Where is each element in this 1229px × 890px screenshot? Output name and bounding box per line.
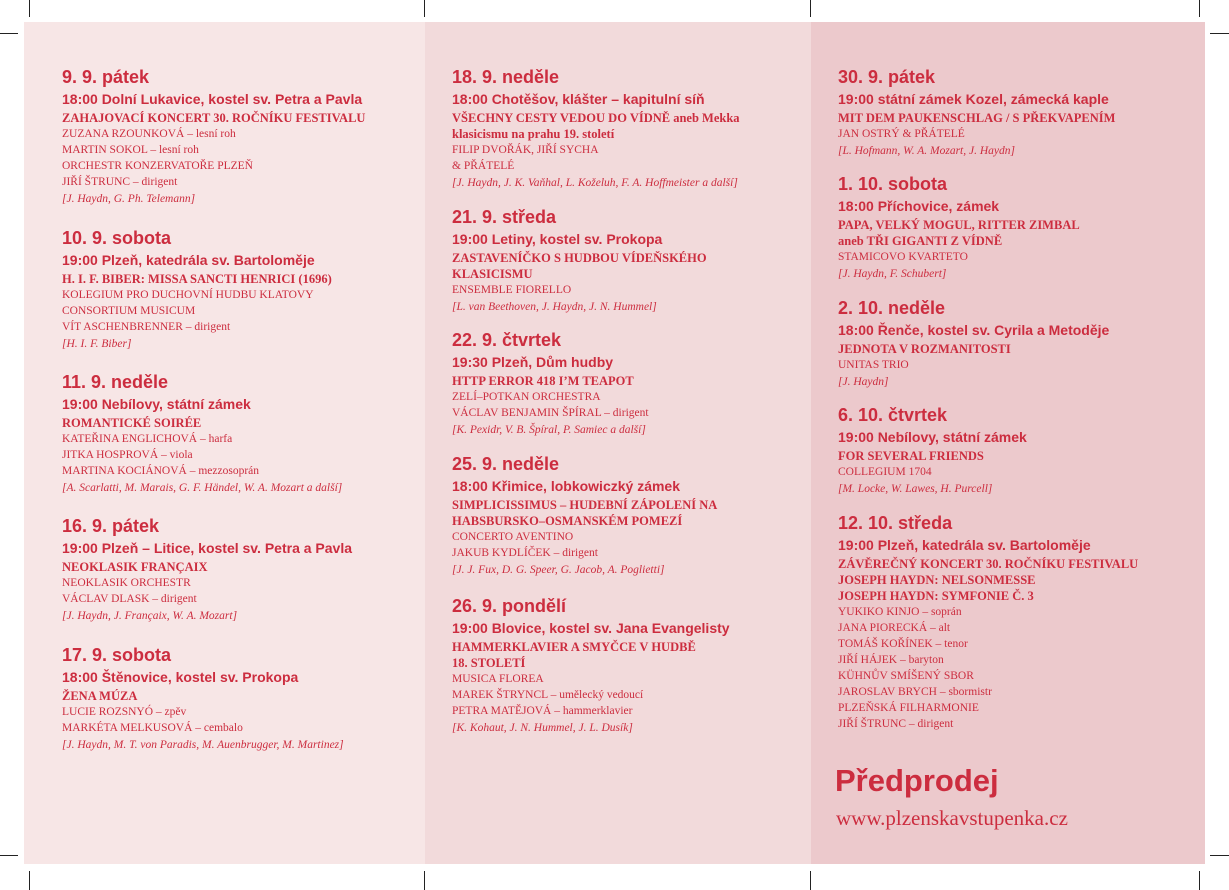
concert-title: JOSEPH HAYDN: NELSONMESSE (838, 573, 1036, 587)
concert-date: 25. 9. neděle (452, 454, 560, 474)
crop-mark (0, 33, 18, 34)
performer: VÍT ASCHENBRENNER – dirigent (62, 321, 231, 333)
concert-entry (452, 329, 802, 438)
concert-entry (838, 512, 1198, 732)
repertoire: [J. Haydn, F. Schubert] (838, 268, 947, 280)
concert-entry (452, 206, 802, 315)
performer: KOLEGIUM PRO DUCHOVNÍ HUDBU KLATOVY (62, 289, 314, 301)
concert-entry (62, 371, 402, 496)
performer: ORCHESTR KONZERVATOŘE PLZEŇ (62, 160, 253, 172)
performer: COLLEGIUM 1704 (838, 466, 932, 478)
concert-venue: 19:00 Nebílovy, státní zámek (838, 429, 1027, 445)
crop-mark (424, 871, 425, 890)
concert-title: ROMANTICKÉ SOIRÉE (62, 416, 202, 430)
performer: VÁCLAV BENJAMIN ŠPÍRAL – dirigent (452, 407, 649, 419)
concert-title: FOR SEVERAL FRIENDS (838, 449, 984, 463)
concert-entry (838, 173, 1198, 282)
concert-date: 22. 9. čtvrtek (452, 330, 562, 350)
concert-title: ZAHAJOVACÍ KONCERT 30. ROČNÍKU FESTIVALU (62, 111, 366, 125)
performer: CONCERTO AVENTINO (452, 531, 574, 543)
performer: & PŘÁTELÉ (452, 160, 515, 172)
concert-title: ZÁVĚREČNÝ KONCERT 30. ROČNÍKU FESTIVALU (838, 557, 1139, 571)
performer: ZUZANA RZOUNKOVÁ – lesní roh (62, 128, 236, 140)
concert-venue: 19:00 Nebílovy, státní zámek (62, 396, 251, 412)
performer: ENSEMBLE FIORELLO (452, 284, 572, 296)
repertoire: [J. Haydn, J. Françaix, W. A. Mozart] (62, 610, 238, 622)
concert-date: 1. 10. sobota (838, 174, 948, 194)
concert-date: 30. 9. pátek (838, 67, 936, 87)
concert-title: JOSEPH HAYDN: SYMFONIE Č. 3 (838, 589, 1034, 603)
concert-title: NEOKLASIK FRANÇAIX (62, 560, 208, 574)
repertoire: [K. Kohaut, J. N. Hummel, J. L. Dusík] (452, 722, 633, 734)
performer: PETRA MATĚJOVÁ – hammerklavier (452, 705, 633, 717)
concert-venue: 19:00 Plzeň – Litice, kostel sv. Petra a Pavla (62, 540, 353, 556)
concert-venue: 19:00 Letiny, kostel sv. Prokopa (452, 231, 663, 247)
performer: JAN OSTRÝ & PŘÁTELÉ (838, 128, 965, 140)
concert-venue: 19:30 Plzeň, Dům hudby (452, 354, 614, 370)
crop-mark (1210, 33, 1229, 34)
concert-entry (62, 644, 402, 753)
repertoire: [J. Haydn, G. Ph. Telemann] (62, 193, 196, 205)
concert-venue: 18:00 Štěnovice, kostel sv. Prokopa (62, 669, 299, 685)
concert-title: SIMPLICISSIMUS – HUDEBNÍ ZÁPOLENÍ NA (452, 498, 718, 512)
concert-venue: 18:00 Chotěšov, klášter – kapitulní síň (452, 91, 705, 107)
concert-venue: 18:00 Křimice, lobkowiczký zámek (452, 478, 680, 494)
crop-mark (424, 0, 425, 17)
concert-date: 16. 9. pátek (62, 516, 160, 536)
performer: MARKÉTA MELKUSOVÁ – cembalo (62, 722, 243, 734)
concert-date: 17. 9. sobota (62, 645, 172, 665)
performer: UNITAS TRIO (838, 359, 909, 371)
concert-title: ŽENA MÚZA (62, 689, 138, 703)
performer: STAMICOVO KVARTETO (838, 251, 968, 263)
repertoire: [J. Haydn] (838, 376, 889, 388)
concert-date: 12. 10. středa (838, 513, 953, 533)
concert-title: HTTP ERROR 418 I’M TEAPOT (452, 374, 634, 388)
crop-mark (1199, 871, 1200, 890)
crop-mark (810, 0, 811, 17)
presale-heading: Předprodej (835, 763, 999, 798)
repertoire: [A. Scarlatti, M. Marais, G. F. Händel, W. A. Mozart a další] (62, 482, 343, 494)
concert-venue: 19:00 státní zámek Kozel, zámecká kaple (838, 91, 1109, 107)
concert-date: 18. 9. neděle (452, 67, 560, 87)
performer: TOMÁŠ KOŘÍNEK – tenor (838, 638, 968, 650)
concert-title: aneb TŘI GIGANTI Z VÍDNĚ (838, 234, 1003, 248)
concert-title: PAPA, VELKÝ MOGUL, RITTER ZIMBAL (838, 218, 1080, 232)
concert-entry (452, 595, 802, 736)
performer: NEOKLASIK ORCHESTR (62, 577, 191, 589)
repertoire: [J. Haydn, M. T. von Paradis, M. Auenbrugger, M. Martinez] (62, 739, 344, 751)
concert-date: 2. 10. neděle (838, 298, 946, 318)
performer: CONSORTIUM MUSICUM (62, 305, 196, 317)
concert-title: JEDNOTA V ROZMANITOSTI (838, 342, 1011, 356)
concert-date: 26. 9. pondělí (452, 596, 567, 616)
performer: FILIP DVOŘÁK, JIŘÍ SYCHA (452, 144, 599, 156)
repertoire: [J. Haydn, J. K. Vaňhal, L. Koželuh, F. A. Hoffmeister a další] (452, 177, 738, 189)
performer: JITKA HOSPROVÁ – viola (62, 449, 193, 461)
performer: JAROSLAV BRYCH – sbormistr (838, 686, 992, 698)
crop-mark (29, 871, 30, 890)
performer: MUSICA FLOREA (452, 673, 544, 685)
repertoire: [H. I. F. Biber] (62, 338, 132, 350)
crop-mark (0, 855, 18, 856)
performer: ZELÍ–POTKAN ORCHESTRA (452, 391, 601, 403)
concert-title: HAMMERKLAVIER A SMYČCE V HUDBĚ (452, 640, 696, 654)
performer: JANA PIORECKÁ – alt (838, 622, 951, 634)
crop-mark (810, 871, 811, 890)
crop-mark (1210, 855, 1229, 856)
concert-date: 10. 9. sobota (62, 228, 172, 248)
performer: LUCIE ROZSNYÓ – zpěv (62, 706, 187, 718)
concert-date: 9. 9. pátek (62, 67, 150, 87)
concert-title: KLASICISMU (452, 267, 533, 281)
repertoire: [M. Locke, W. Lawes, H. Purcell] (838, 483, 993, 495)
performer: JAKUB KYDLÍČEK – dirigent (452, 547, 598, 559)
concert-venue: 19:00 Plzeň, katedrála sv. Bartoloměje (838, 537, 1091, 553)
performer: MAREK ŠTRYNCL – umělecký vedoucí (452, 689, 644, 701)
presale-url[interactable]: www.plzenskavstupenka.cz (836, 806, 1068, 830)
concert-venue: 18:00 Řenče, kostel sv. Cyrila a Metoděje (838, 322, 1110, 338)
repertoire: [L. van Beethoven, J. Haydn, J. N. Hummel] (452, 301, 657, 313)
concert-entry (838, 404, 1198, 497)
performer: JIŘÍ ŠTRUNC – dirigent (62, 176, 178, 188)
repertoire: [J. J. Fux, D. G. Speer, G. Jacob, A. Poglietti] (452, 564, 665, 576)
concert-title: klasicismu na prahu 19. století (452, 127, 615, 141)
concert-venue: 19:00 Blovice, kostel sv. Jana Evangelisty (452, 620, 730, 636)
concert-title: ZASTAVENÍČKO S HUDBOU VÍDEŇSKÉHO (452, 251, 707, 265)
performer: KATEŘINA ENGLICHOVÁ – harfa (62, 433, 233, 445)
concert-entry (838, 297, 1198, 390)
concert-entry (452, 453, 802, 578)
performer: KÜHNŮV SMÍŠENÝ SBOR (838, 670, 974, 682)
performer: MARTINA KOCIÁNOVÁ – mezzosoprán (62, 465, 260, 477)
concert-title: VŠECHNY CESTY VEDOU DO VÍDNĚ aneb Mekka (452, 111, 740, 125)
concert-entry (62, 515, 402, 624)
repertoire: [L. Hofmann, W. A. Mozart, J. Haydn] (838, 145, 1015, 157)
concert-title: 18. STOLETÍ (452, 656, 526, 670)
concert-title: HABSBURSKO–OSMANSKÉM POMEZÍ (452, 514, 683, 528)
crop-mark (1199, 0, 1200, 17)
concert-title: H. I. F. BIBER: MISSA SANCTI HENRICI (1696) (62, 272, 332, 286)
concert-venue: 19:00 Plzeň, katedrála sv. Bartoloměje (62, 252, 315, 268)
concert-entry (62, 66, 402, 207)
concert-date: 11. 9. neděle (62, 372, 169, 392)
repertoire: [K. Pexidr, V. B. Špíral, P. Samiec a další] (452, 424, 646, 436)
concert-date: 21. 9. středa (452, 207, 557, 227)
concert-entry (452, 66, 802, 191)
concert-date: 6. 10. čtvrtek (838, 405, 948, 425)
concert-entry (838, 66, 1198, 159)
concert-venue: 18:00 Příchovice, zámek (838, 198, 1000, 214)
performer: YUKIKO KINJO – soprán (838, 606, 962, 618)
concert-venue: 18:00 Dolní Lukavice, kostel sv. Petra a Pavla (62, 91, 363, 107)
performer: MARTIN SOKOL – lesní roh (62, 144, 199, 156)
concert-entry (62, 227, 402, 352)
performer: PLZEŇSKÁ FILHARMONIE (838, 702, 979, 714)
performer: JIŘÍ ŠTRUNC – dirigent (838, 718, 954, 730)
concert-title: MIT DEM PAUKENSCHLAG / S PŘEKVAPENÍM (838, 111, 1116, 125)
crop-mark (29, 0, 30, 17)
performer: JIŘÍ HÁJEK – baryton (838, 654, 944, 666)
performer: VÁCLAV DLASK – dirigent (62, 593, 197, 605)
